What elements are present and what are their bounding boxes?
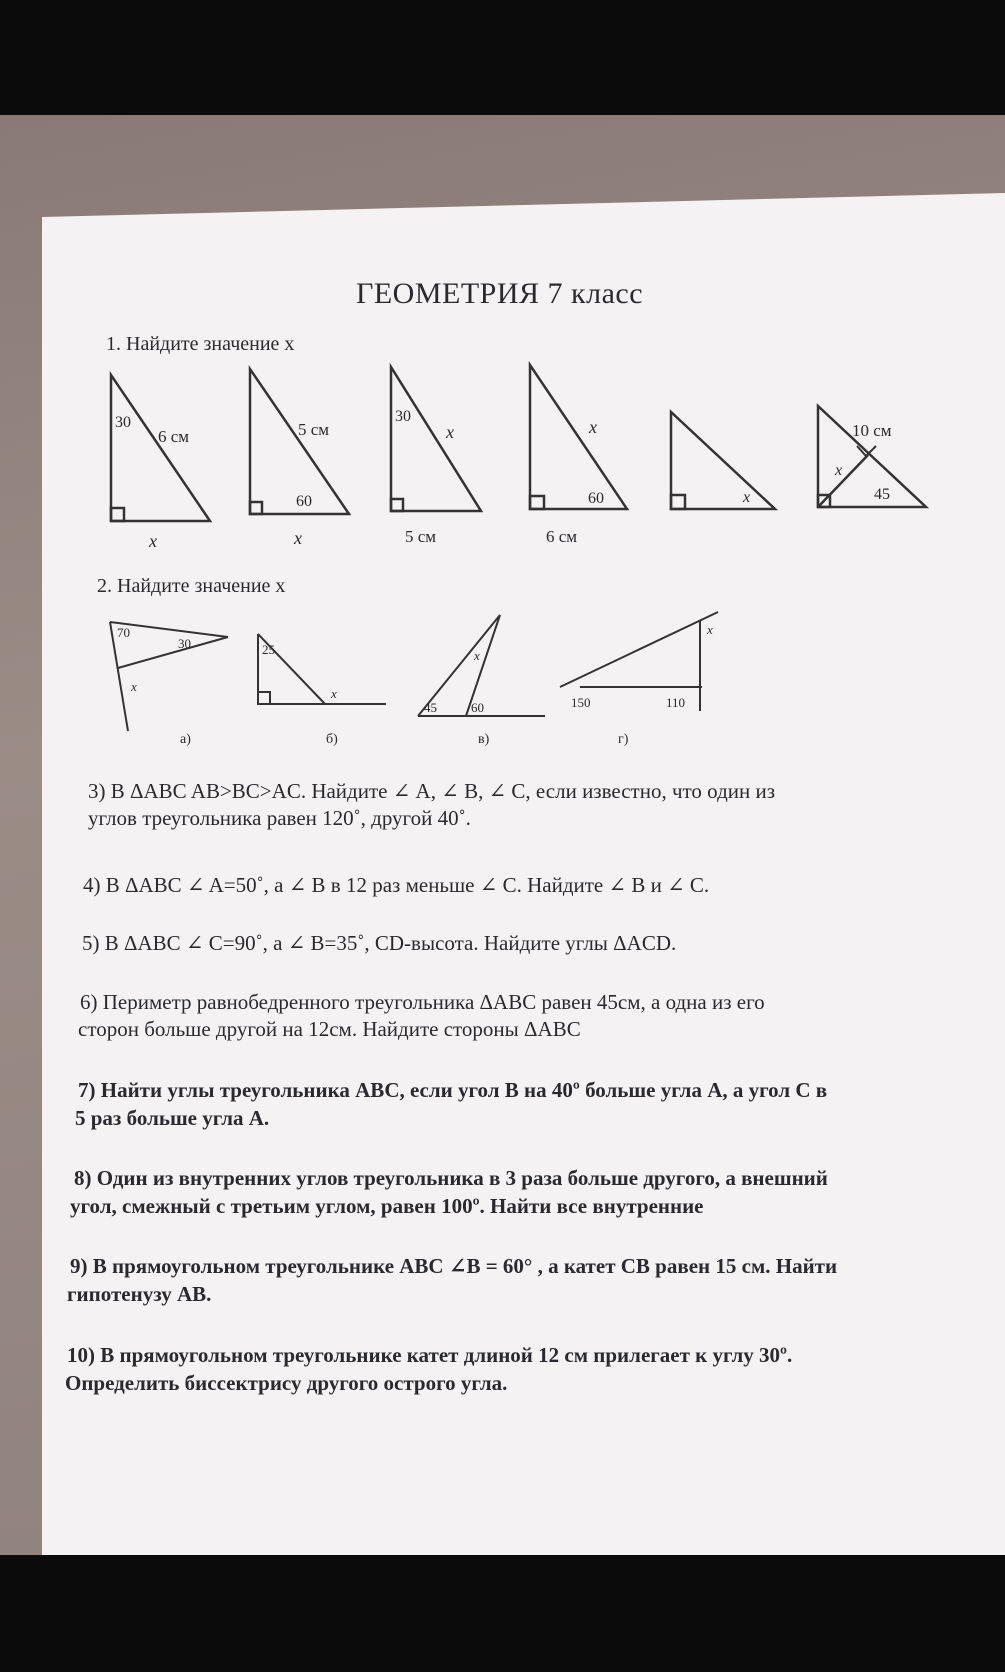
fig4-angle: 60 [588,490,604,507]
figA-label: а) [180,732,191,747]
fig6-top: 10 см [852,421,892,440]
problem-10-line-1: 10) В прямоугольном треугольнике катет длиной 12 см прилегает к углу 30º. [67,1343,793,1367]
task1-heading: 1. Найдите значение x [106,333,295,355]
fig2-leg: x [294,528,302,548]
problem-3-line-1: 3) В ΔABC AB>BC>AC. Найдите ∠ A, ∠ B, ∠ C, если известно, что один из [88,779,776,803]
problem-8-line-2: угол, смежный с третьим углом, равен 100º. Найти все внутренние [70,1194,704,1218]
figG-x: x [707,622,713,637]
fig4-hyp: x [589,417,597,437]
fig1-hyp: 6 см [158,427,190,446]
figV-angle1: 45 [424,700,437,715]
fig3-hyp: x [446,422,454,442]
worksheet-page [0,115,1005,1555]
problem-4-line-1: 4) В ΔABC ∠ A=50˚, а ∠ B в 12 раз меньше ∠ C. Найдите ∠ B и ∠ C. [83,873,710,897]
problem-6-line-2: сторон больше другой на 12см. Найдите стороны ΔABC [78,1017,581,1041]
task2-figure-v [418,615,545,747]
problem-5-line-1: 5) В ΔABC ∠ C=90˚, а ∠ B=35˚, CD-высота. Найдите углы ΔACD. [82,931,677,955]
figG-angle1: 150 [571,695,591,710]
fig2-hyp: 5 см [298,420,330,439]
figV-x: x [474,648,480,663]
task2-figures [0,115,1005,1555]
fig3-angle: 30 [395,408,411,425]
figV-label: в) [478,732,490,747]
figG-angle2: 110 [666,695,686,710]
problem-7-line-1: 7) Найти углы треугольника ABC, если угол B на 40º больше угла A, а угол C в [78,1078,828,1102]
fig1-leg: x [149,531,157,551]
task2-figure-b [258,634,386,747]
figV-angle2: 60 [471,700,484,715]
problem-3-line-2: углов треугольника равен 120˚, другой 40˚. [88,806,471,830]
fig6-angle: 45 [874,486,890,503]
fig1-angle: 30 [115,414,131,431]
task2-figure-a [110,622,228,747]
problem-8-line-1: 8) Один из внутренних углов треугольника в 3 раза больше другого, а внешний [74,1166,828,1190]
figA-angle1: 70 [117,625,130,640]
page-title: ГЕОМЕТРИЯ 7 класс [356,277,644,310]
fig6-x: x [835,462,843,479]
fig3-leg: 5 см [405,527,437,546]
figG-label: г) [618,732,629,747]
figB-x: x [331,686,337,701]
figA-angle2: 30 [178,636,191,651]
fig2-angle: 60 [296,493,312,510]
figB-angle1: 25 [262,642,275,657]
problem-9-line-2: гипотенузу AB. [67,1282,212,1306]
figB-label: б) [326,732,338,747]
fig5-leg: x [743,489,751,506]
problem-6-line-1: 6) Периметр равнобедренного треугольника ΔABC равен 45см, а одна из его [80,990,765,1014]
fig4-leg: 6 см [546,527,578,546]
problem-7-line-2: 5 раз больше угла A. [75,1106,270,1130]
photo-background [0,115,1005,1555]
problem-10-line-2: Определить биссектрису другого острого угла. [65,1371,508,1395]
figA-x: x [131,679,137,694]
task2-heading: 2. Найдите значение x [97,575,286,597]
problem-9-line-1: 9) В прямоугольном треугольнике ABC ∠B = 60° , а катет CB равен 15 см. Найти [70,1254,838,1278]
task2-figure-g [560,612,718,747]
